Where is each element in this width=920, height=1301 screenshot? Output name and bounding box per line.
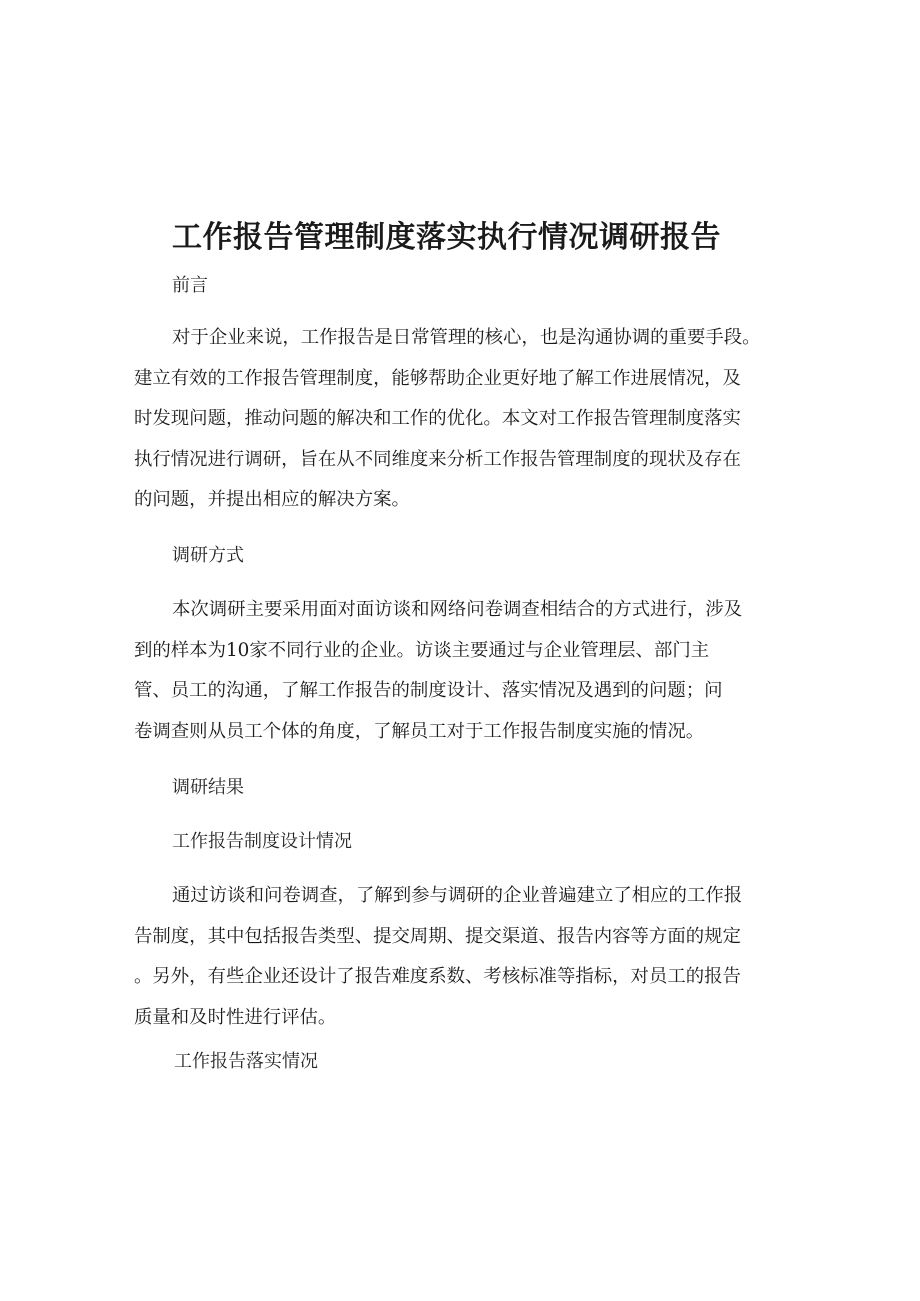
method-paragraph bbox=[134, 590, 794, 752]
paragraph-line: 质量和及时性进行评估。 bbox=[134, 1006, 337, 1028]
document-title: 工作报告管理制度落实执行情况调研报告 bbox=[172, 220, 721, 255]
paragraph-line: 通过访谈和问卷调查，了解到参与调研的企业普遍建立了相应的工作报 bbox=[172, 885, 743, 906]
design-heading: 工作报告制度设计情况 bbox=[172, 831, 352, 852]
paragraph-line: 本次调研主要采用面对面访谈和网络问卷调查相结合的方式进行，涉及 bbox=[172, 599, 743, 620]
implementation-heading: 工作报告落实情况 bbox=[174, 1051, 318, 1072]
paragraph-line: 卷调查则从员工个体的角度，了解员工对于工作报告制度实施的情况。 bbox=[134, 720, 705, 742]
paragraph-line: 时发现问题，推动问题的解决和工作的优化。本文对工作报告管理制度落实 bbox=[134, 408, 741, 429]
paragraph-line: 管、员工的沟通，了解工作报告的制度设计、落实情况及遇到的问题；问 bbox=[134, 680, 723, 701]
preface-paragraph bbox=[134, 318, 794, 521]
method-heading: 调研方式 bbox=[172, 545, 244, 566]
results-heading: 调研结果 bbox=[172, 777, 244, 798]
paragraph-line: 告制度，其中包括报告类型、提交周期、提交渠道、报告内容等方面的规定 bbox=[134, 925, 741, 947]
paragraph-line: 建立有效的工作报告管理制度，能够帮助企业更好地了解工作进展情况，及 bbox=[134, 367, 741, 389]
preface-heading: 前言 bbox=[172, 275, 208, 296]
paragraph-line: 。另外，有些企业还设计了报告难度系数、考核标准等指标，对员工的报告 bbox=[134, 966, 741, 987]
paragraph-line: 的问题，并提出相应的解决方案。 bbox=[134, 489, 410, 510]
paragraph-line: 到的样本为10家不同行业的企业。访谈主要通过与企业管理层、部门主 bbox=[134, 639, 710, 661]
design-paragraph bbox=[134, 876, 794, 1038]
paragraph-line: 对于企业来说，工作报告是日常管理的核心，也是沟通协调的重要手段。 bbox=[172, 327, 761, 348]
paragraph-line: 执行情况进行调研，旨在从不同维度来分析工作报告管理制度的现状及存在 bbox=[134, 448, 741, 470]
